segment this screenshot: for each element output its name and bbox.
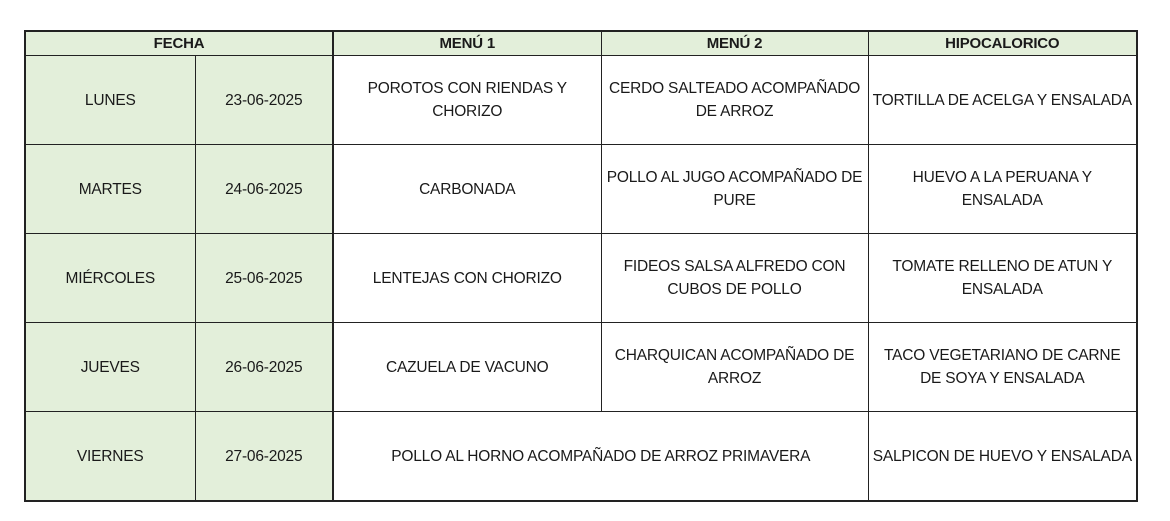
- hipocalorico-cell: TORTILLA DE ACELGA Y ENSALADA: [868, 56, 1137, 145]
- menu-1-cell: CARBONADA: [333, 145, 601, 234]
- day-cell: MARTES: [25, 145, 195, 234]
- day-cell: LUNES: [25, 56, 195, 145]
- day-cell: VIERNES: [25, 412, 195, 502]
- hipocalorico-cell: HUEVO A LA PERUANA Y ENSALADA: [868, 145, 1137, 234]
- menu-1-cell: CAZUELA DE VACUNO: [333, 323, 601, 412]
- hipocalorico-cell: TACO VEGETARIANO DE CARNE DE SOYA Y ENSALADA: [868, 323, 1137, 412]
- table-row: [25, 323, 1137, 412]
- header-menu-2: MENÚ 2: [601, 31, 868, 56]
- header-row: [25, 31, 1137, 56]
- menu-2-cell: CERDO SALTEADO ACOMPAÑADO DE ARROZ: [601, 56, 868, 145]
- menu-2-cell: CHARQUICAN ACOMPAÑADO DE ARROZ: [601, 323, 868, 412]
- hipocalorico-cell: SALPICON DE HUEVO Y ENSALADA: [868, 412, 1137, 502]
- header-fecha: FECHA: [25, 31, 333, 56]
- menu-table: [24, 30, 1138, 502]
- header-hipocalorico: HIPOCALORICO: [868, 31, 1137, 56]
- header-menu-1: MENÚ 1: [333, 31, 601, 56]
- date-cell: 27-06-2025: [195, 412, 333, 502]
- table-row: [25, 412, 1137, 502]
- hipocalorico-cell: TOMATE RELLENO DE ATUN Y ENSALADA: [868, 234, 1137, 323]
- merged-menu-cell: POLLO AL HORNO ACOMPAÑADO DE ARROZ PRIMAVERA: [333, 412, 868, 502]
- date-cell: 25-06-2025: [195, 234, 333, 323]
- date-cell: 23-06-2025: [195, 56, 333, 145]
- menu-1-cell: POROTOS CON RIENDAS Y CHORIZO: [333, 56, 601, 145]
- table-row: [25, 234, 1137, 323]
- date-cell: 24-06-2025: [195, 145, 333, 234]
- menu-1-cell: LENTEJAS CON CHORIZO: [333, 234, 601, 323]
- table-row: [25, 56, 1137, 145]
- menu-2-cell: POLLO AL JUGO ACOMPAÑADO DE PURE: [601, 145, 868, 234]
- table-row: [25, 145, 1137, 234]
- menu-2-cell: FIDEOS SALSA ALFREDO CON CUBOS DE POLLO: [601, 234, 868, 323]
- date-cell: 26-06-2025: [195, 323, 333, 412]
- day-cell: MIÉRCOLES: [25, 234, 195, 323]
- day-cell: JUEVES: [25, 323, 195, 412]
